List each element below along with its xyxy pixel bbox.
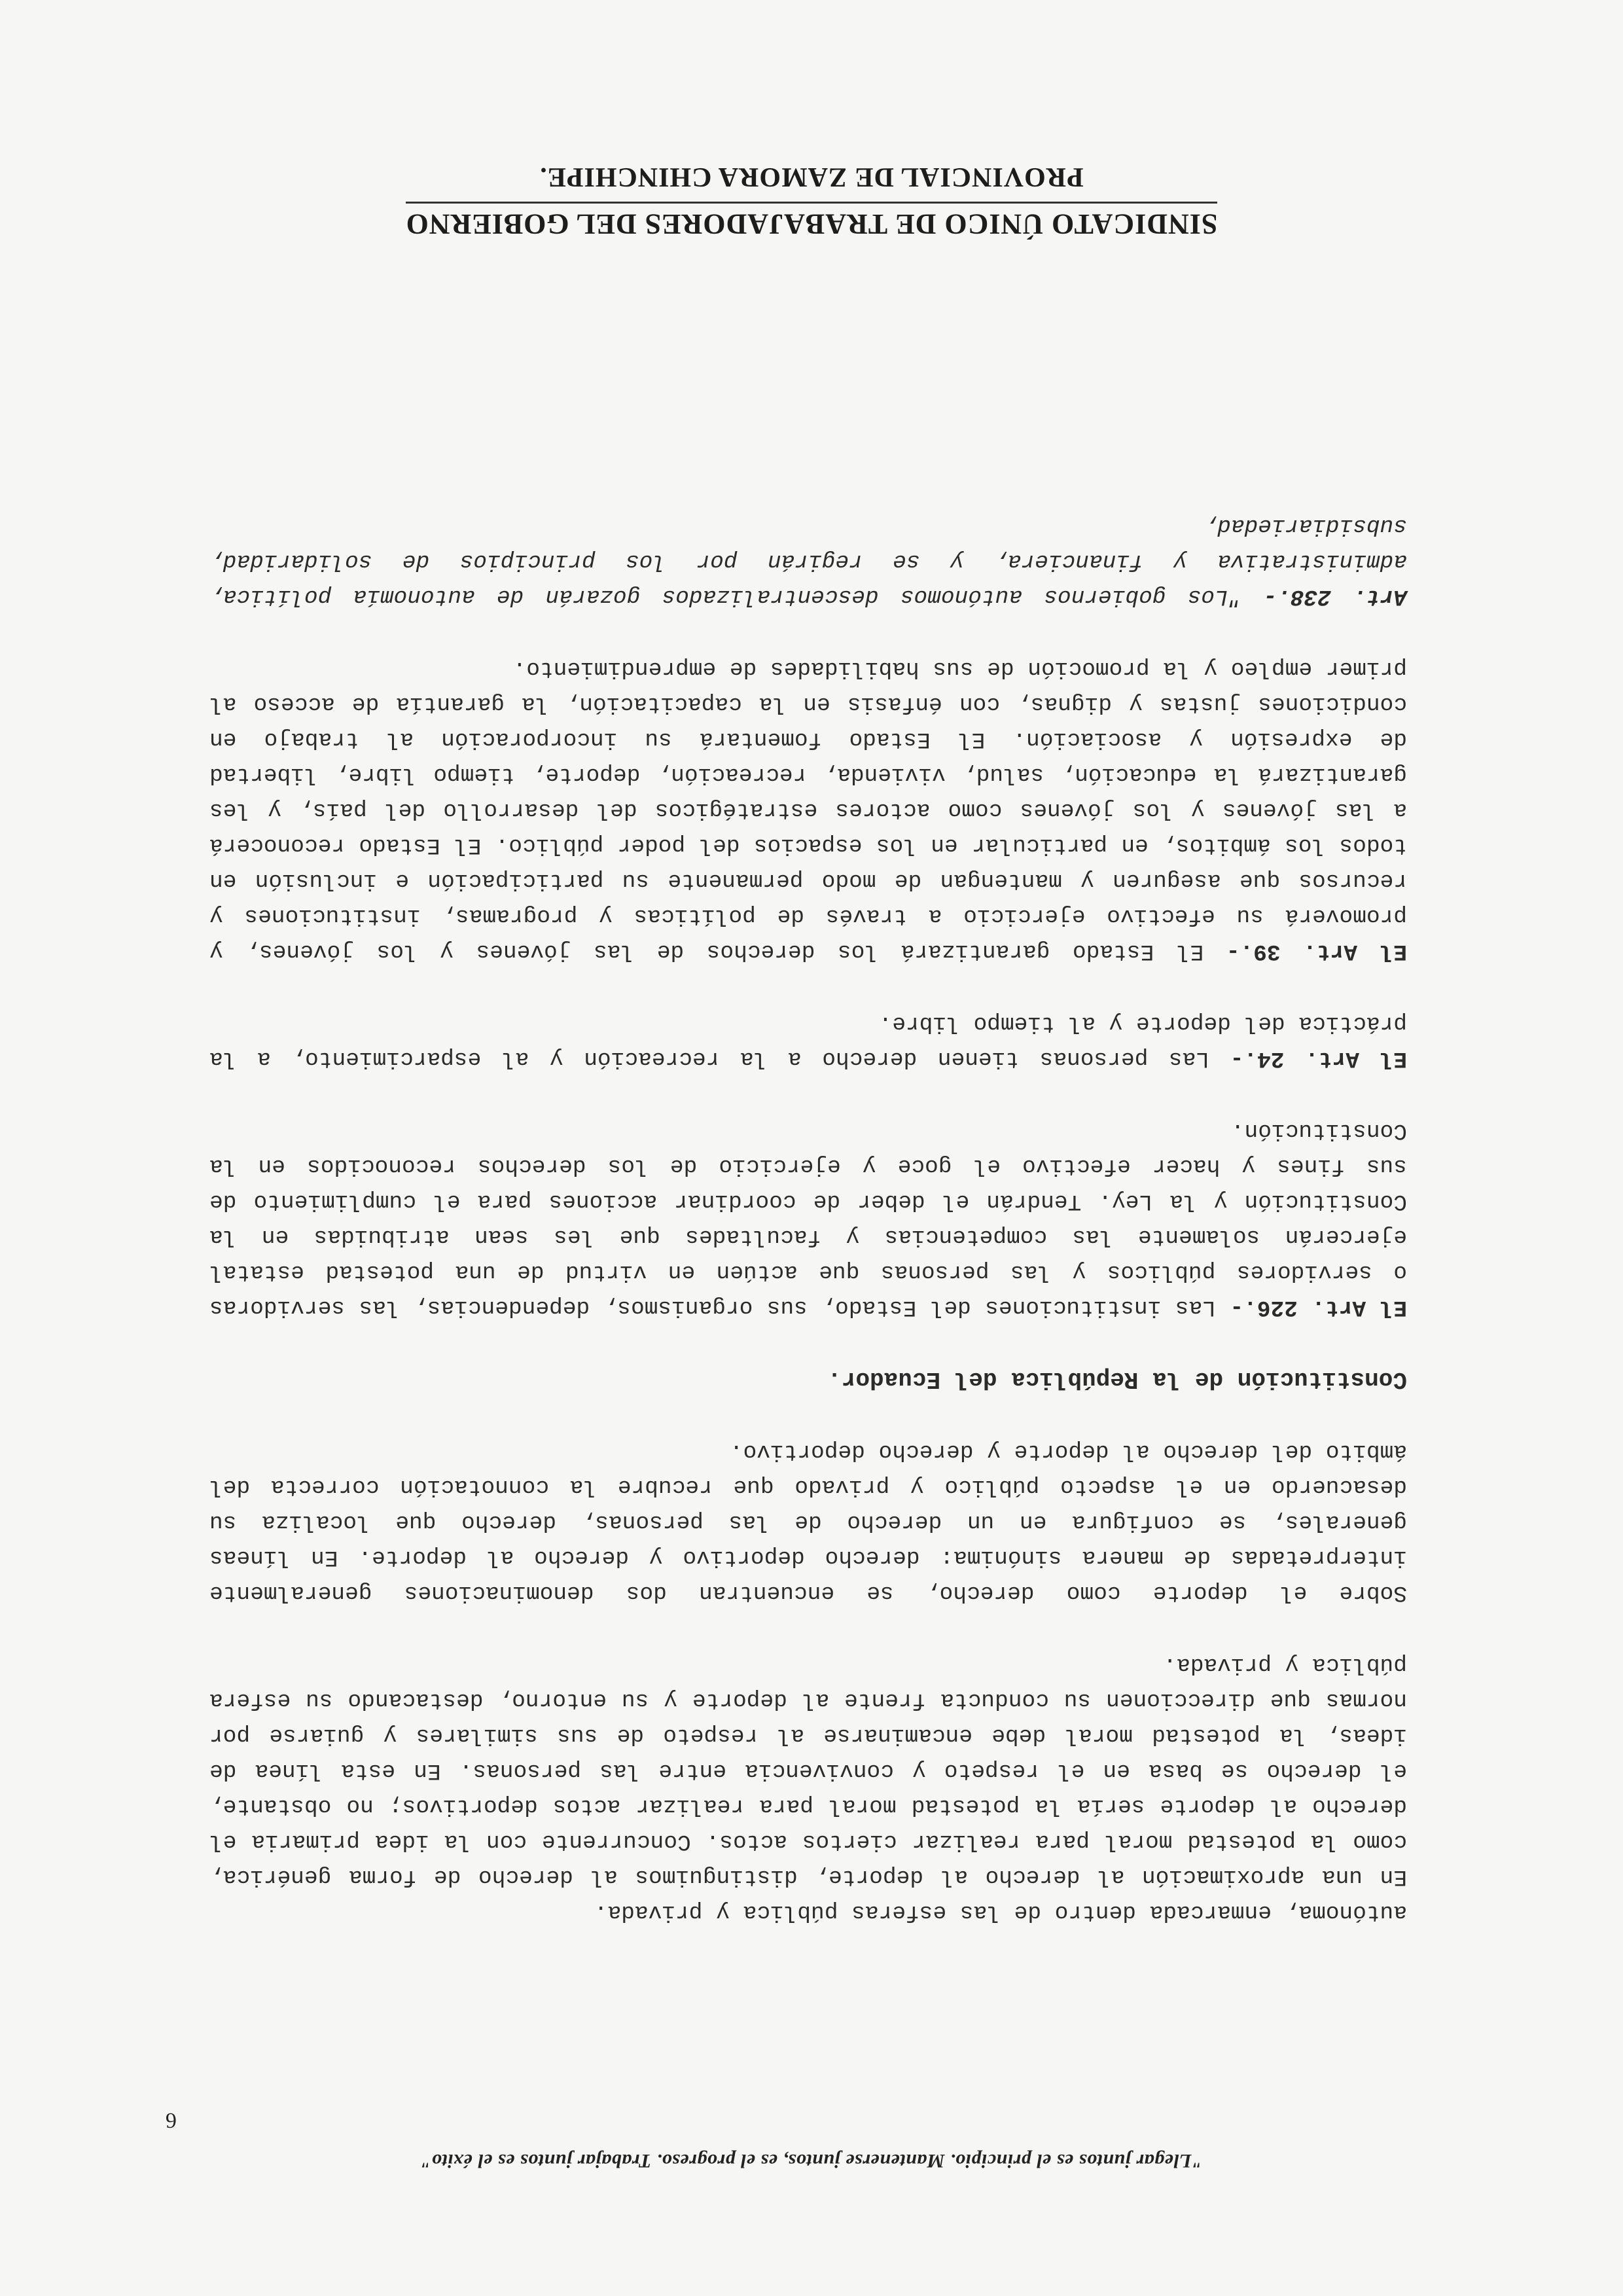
article-238-text: "Los gobiernos autónomos descentralizados gozarán de autonomía política, administrativa y financiera, y se regirán por los principios de solidaridad, subsidiariedad, bbox=[209, 513, 1407, 609]
article-39-label: El Art. 39.- bbox=[1226, 939, 1407, 964]
letterhead-line-1: SINDICATO ÚNICO DE TRABAJADORES DEL GOBIERNO bbox=[406, 202, 1218, 241]
paragraph-right-to-sport: En una aproximación al derecho al deporte, distinguimos al derecho de forma genérica, como la potestad moral para realizar ciertos actos. Concurrente con la idea primaria el derecho al deporte sería la potestad moral para realizar actos deportivos; no obstante, el derecho se basa en el respeto y convivencia entre las personas. En esta línea de ideas, la potestad moral debe encaminarse al respeto de sus similares y guiarse por normas que direccionen su conducta frente al deporte y su entorno, destacando su esfera pública y privada. bbox=[209, 1652, 1407, 1890]
article-24-label: El Art. 24.- bbox=[1230, 1046, 1407, 1071]
letterhead bbox=[0, 161, 1623, 241]
article-24 bbox=[209, 1005, 1407, 1076]
footer-quote: "Llegar juntos es el principio. Mantenerse juntos, es el progreso. Trabajar juntos es el éxito" bbox=[420, 2150, 1203, 2172]
paragraph-sport-as-right: Sobre el deporte como derecho, se encuentran dos denominaciones generalmente interpretadas de manera sinónima: derecho deportivo y derecho al deporte. En líneas generales, se configura en un derecho de las personas, derecho que localiza su desacuerdo en el aspecto público y privado que recubre la connotación correcta del ámbito del derecho al deporte y derecho deportivo. bbox=[209, 1439, 1407, 1605]
article-39-text: El Estado garantizará los derechos de las jóvenes y los jóvenes, y promoverá su efectivo ejercicio a través de políticas y programas, instituciones y recursos que aseguren y mantengan de modo permanente su participación e inclusión en todos los ámbitos, en particular en los espacios del poder público. El Estado reconocerá a las jóvenes y los jóvenes como actores estratégicos del desarrollo del país, y les garantizará la educación, salud, vivienda, recreación, deporte, tiempo libre, libertad de expresión y asociación. El Estado fomentará su incorporación al trabajo en condiciones justas y dignas, con énfasis en la capacitación, la garantía de acceso al primer empleo y la promoción de sus habilidades de emprendimiento. bbox=[209, 656, 1407, 964]
article-24-text: Las personas tienen derecho a la recreación y al esparcimiento, a la práctica del deporte y al tiempo libre. bbox=[209, 1011, 1407, 1071]
article-238-label: Art. 238.- bbox=[1263, 584, 1407, 609]
article-39 bbox=[209, 651, 1407, 969]
article-226-text: Las instituciones del Estado, sus organismos, dependencias, las servidoras o servidores públicos y las personas que actúen en virtud de una potestad estatal ejercerán solamente las competencias y facultades que les sean atribuidas en la Constitución y la Ley. Tendrán el deber de coordinar acciones para el cumplimiento de sus fines y hacer efectivo el goce y ejercicio de los derechos reconocidos en la Constitución. bbox=[209, 1118, 1407, 1320]
article-226 bbox=[209, 1113, 1407, 1325]
document-body bbox=[209, 471, 1407, 1929]
article-226-label: El Art. 226.- bbox=[1230, 1295, 1407, 1320]
paragraph-autonomy: autónoma, enmarcada dentro de las esferas pública y privada. bbox=[594, 1899, 1407, 1925]
section-heading: Constitución de la República del Ecuador. bbox=[827, 1366, 1407, 1393]
page-number: 6 bbox=[166, 2108, 177, 2132]
letterhead-line-2: PROVINCIAL DE ZAMORA CHINCHIPE. bbox=[539, 162, 1084, 192]
article-238 bbox=[209, 508, 1407, 614]
